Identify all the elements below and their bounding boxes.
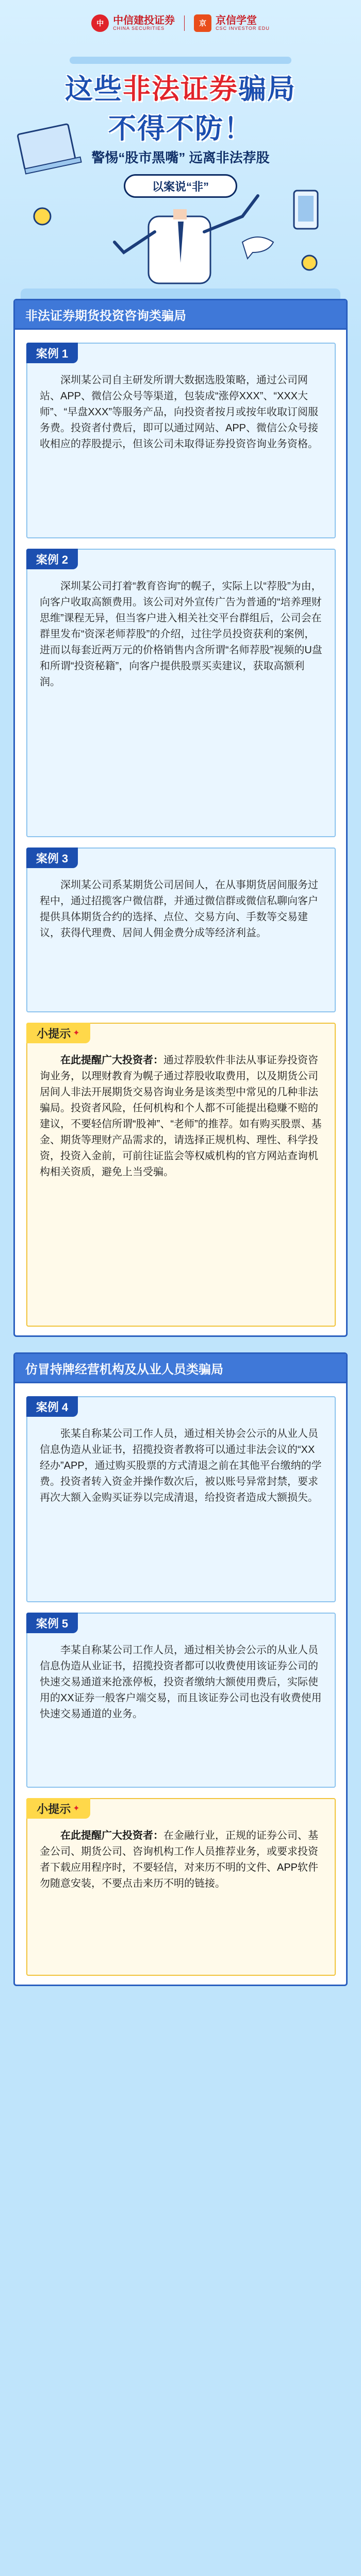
tip-tag-2: 小提示 ✦	[26, 1798, 90, 1819]
case-text-5: 李某自称某公司工作人员，通过相关协会公示的从业人员信息伪造从业证书，招揽投资者都可以收费使用该证券公司的快速交易通道来抢涨停板，投资者缴纳大额使用费后，实际使用的XX证券一般客户端交易，而且该证券公司也没有收费使用快速交易通道的业务。	[40, 1645, 322, 1720]
phone-icon	[294, 191, 318, 229]
case-card-5	[26, 1613, 336, 1788]
case-text-1: 深圳某公司自主研发所谓大数据选股策略，通过公司网站、APP、微信公众号等渠道，包装成“涨停XXX”、“XXX大师”、“早盘XXX”等服务产品，向投资者按月或按年收取订阅服务费。投资者付费后，即可以通过网站、APP、微信公众号接收相应的荐股提示，但该公司未取得证券投资咨询业务资格。	[40, 375, 319, 450]
tip-lead-1: 在此提醒广大投资者：	[60, 1055, 163, 1066]
case-text-4: 张某自称某公司工作人员，通过相关协会公示的从业人员信息伪造从业证书，招揽投资者教将可以通过非法会议的“XX经办”APP，通过购买股票的方式清退之前在其他平台缴纳的学费。投资者转入资金并操作数次后，被以账号异常封禁，要求再次大额入金购买证券以完成清退，给投资者造成大额损失。	[40, 1428, 322, 1503]
case-card-4	[26, 1396, 336, 1602]
speech-bubble-icon	[242, 237, 273, 259]
logo2-name: 京信学堂	[216, 15, 257, 26]
logo2-en: CSC INVESTOR EDU	[216, 26, 270, 31]
tip-text-1	[40, 1053, 322, 1180]
hero-subtitle: 警惕“股市黑嘴” 远离非法荐股	[91, 150, 270, 165]
case-card-3	[26, 848, 336, 1012]
section-illegal-consulting	[13, 299, 348, 1337]
tip-text-2	[40, 1828, 322, 1892]
hero-banner	[0, 46, 361, 314]
logo1-en: CHINA SECURITIES	[113, 26, 165, 31]
section1-header: 非法证券期货投资咨询类骗局	[15, 300, 346, 330]
case-card-2	[26, 549, 336, 837]
tip-body-2: 在金融行业，正规的证券公司、基金公司、期货公司、咨询机构工作人员推荐业务，或要求投资者下载应用程序时，不要轻信，对来历不明的文件、APP软件勿随意安装，不要点击来历不明的链接。	[40, 1830, 319, 1889]
title-highlight: 非法证券	[123, 74, 238, 105]
tip-card-2	[26, 1798, 336, 1976]
tip-card-1	[26, 1023, 336, 1327]
jingxin-logo-icon: 京	[194, 14, 211, 32]
case-tag-1: 案例 1	[26, 343, 78, 363]
case-text-3: 深圳某公司系某期货公司居间人，在从事期货居间服务过程中，通过招揽客户微信群，并通过微信群或微信私聊向客户提供具体期货合约的选择、点位、交易方向、手数等交易建议，获得代理费、居间人佣金费分成等经济利益。	[40, 879, 318, 939]
brand-header	[0, 0, 361, 46]
tip-lead-2: 在此提醒广大投资者：	[60, 1830, 163, 1841]
sparkle-icon: ✦	[73, 1029, 80, 1038]
logo1-name: 中信建投证券	[113, 15, 175, 26]
case-tag-4: 案例 4	[26, 1396, 78, 1417]
hero-pill: 以案说“非”	[124, 174, 237, 198]
china-securities-logo-icon: 中	[91, 14, 109, 32]
tip-tag-1: 小提示 ✦	[26, 1023, 90, 1043]
case-tag-3: 案例 3	[26, 848, 78, 868]
case-tag-5: 案例 5	[26, 1613, 78, 1633]
title-part-a: 这些	[65, 74, 123, 105]
case-text-2: 深圳某公司打着“教育咨询”的幌子，实际上以“荐股”为由，向客户收取高额费用。该公司对外宣传广告为普通的“培养理财思维”课程无异，但当客户进入相关社交平台群组后，公司会在群里发布“资深老师荐股”的介绍，过往学员投资获利的案例，进而以每套近两万元的价格销售内含所谓“名师荐股”视频的U盘和所谓“投资秘籍”，向客户提供股票买卖建议，获取高额利润。	[40, 581, 322, 688]
section-impersonation	[13, 1352, 348, 1986]
man-illustration	[114, 196, 258, 283]
case-tag-2: 案例 2	[26, 549, 78, 569]
logo-jingxin-academy	[194, 14, 270, 32]
sparkle-icon: ✦	[73, 1804, 80, 1813]
case-card-1	[26, 343, 336, 538]
title-line2: 不得不防！	[108, 113, 253, 144]
logo-china-securities	[91, 14, 175, 32]
tip-body-1: 通过荐股软件非法从事证券投资咨询业务，以理财教育为幌子通过荐股收取费用，以及期货公司居间人非法开展期货交易咨询业务是该类型中常见的几种非法骗局。投资者风险，任何机构和个人都不可能提出稳赚不赔的建议，不要轻信所谓“股神”、“老师”的推荐。如有购买股票、基金、期货等理财产品需求的，请选择正规机构、理性、科学投资，投资入金前，可前往证监会等权威机构的官方网站查询机构相关资质，避免上当受骗。	[40, 1055, 322, 1178]
title-part-c: 骗局	[238, 74, 296, 105]
logo-divider	[184, 15, 185, 31]
section2-header: 仿冒持牌经营机构及从业人员类骗局	[15, 1354, 346, 1383]
